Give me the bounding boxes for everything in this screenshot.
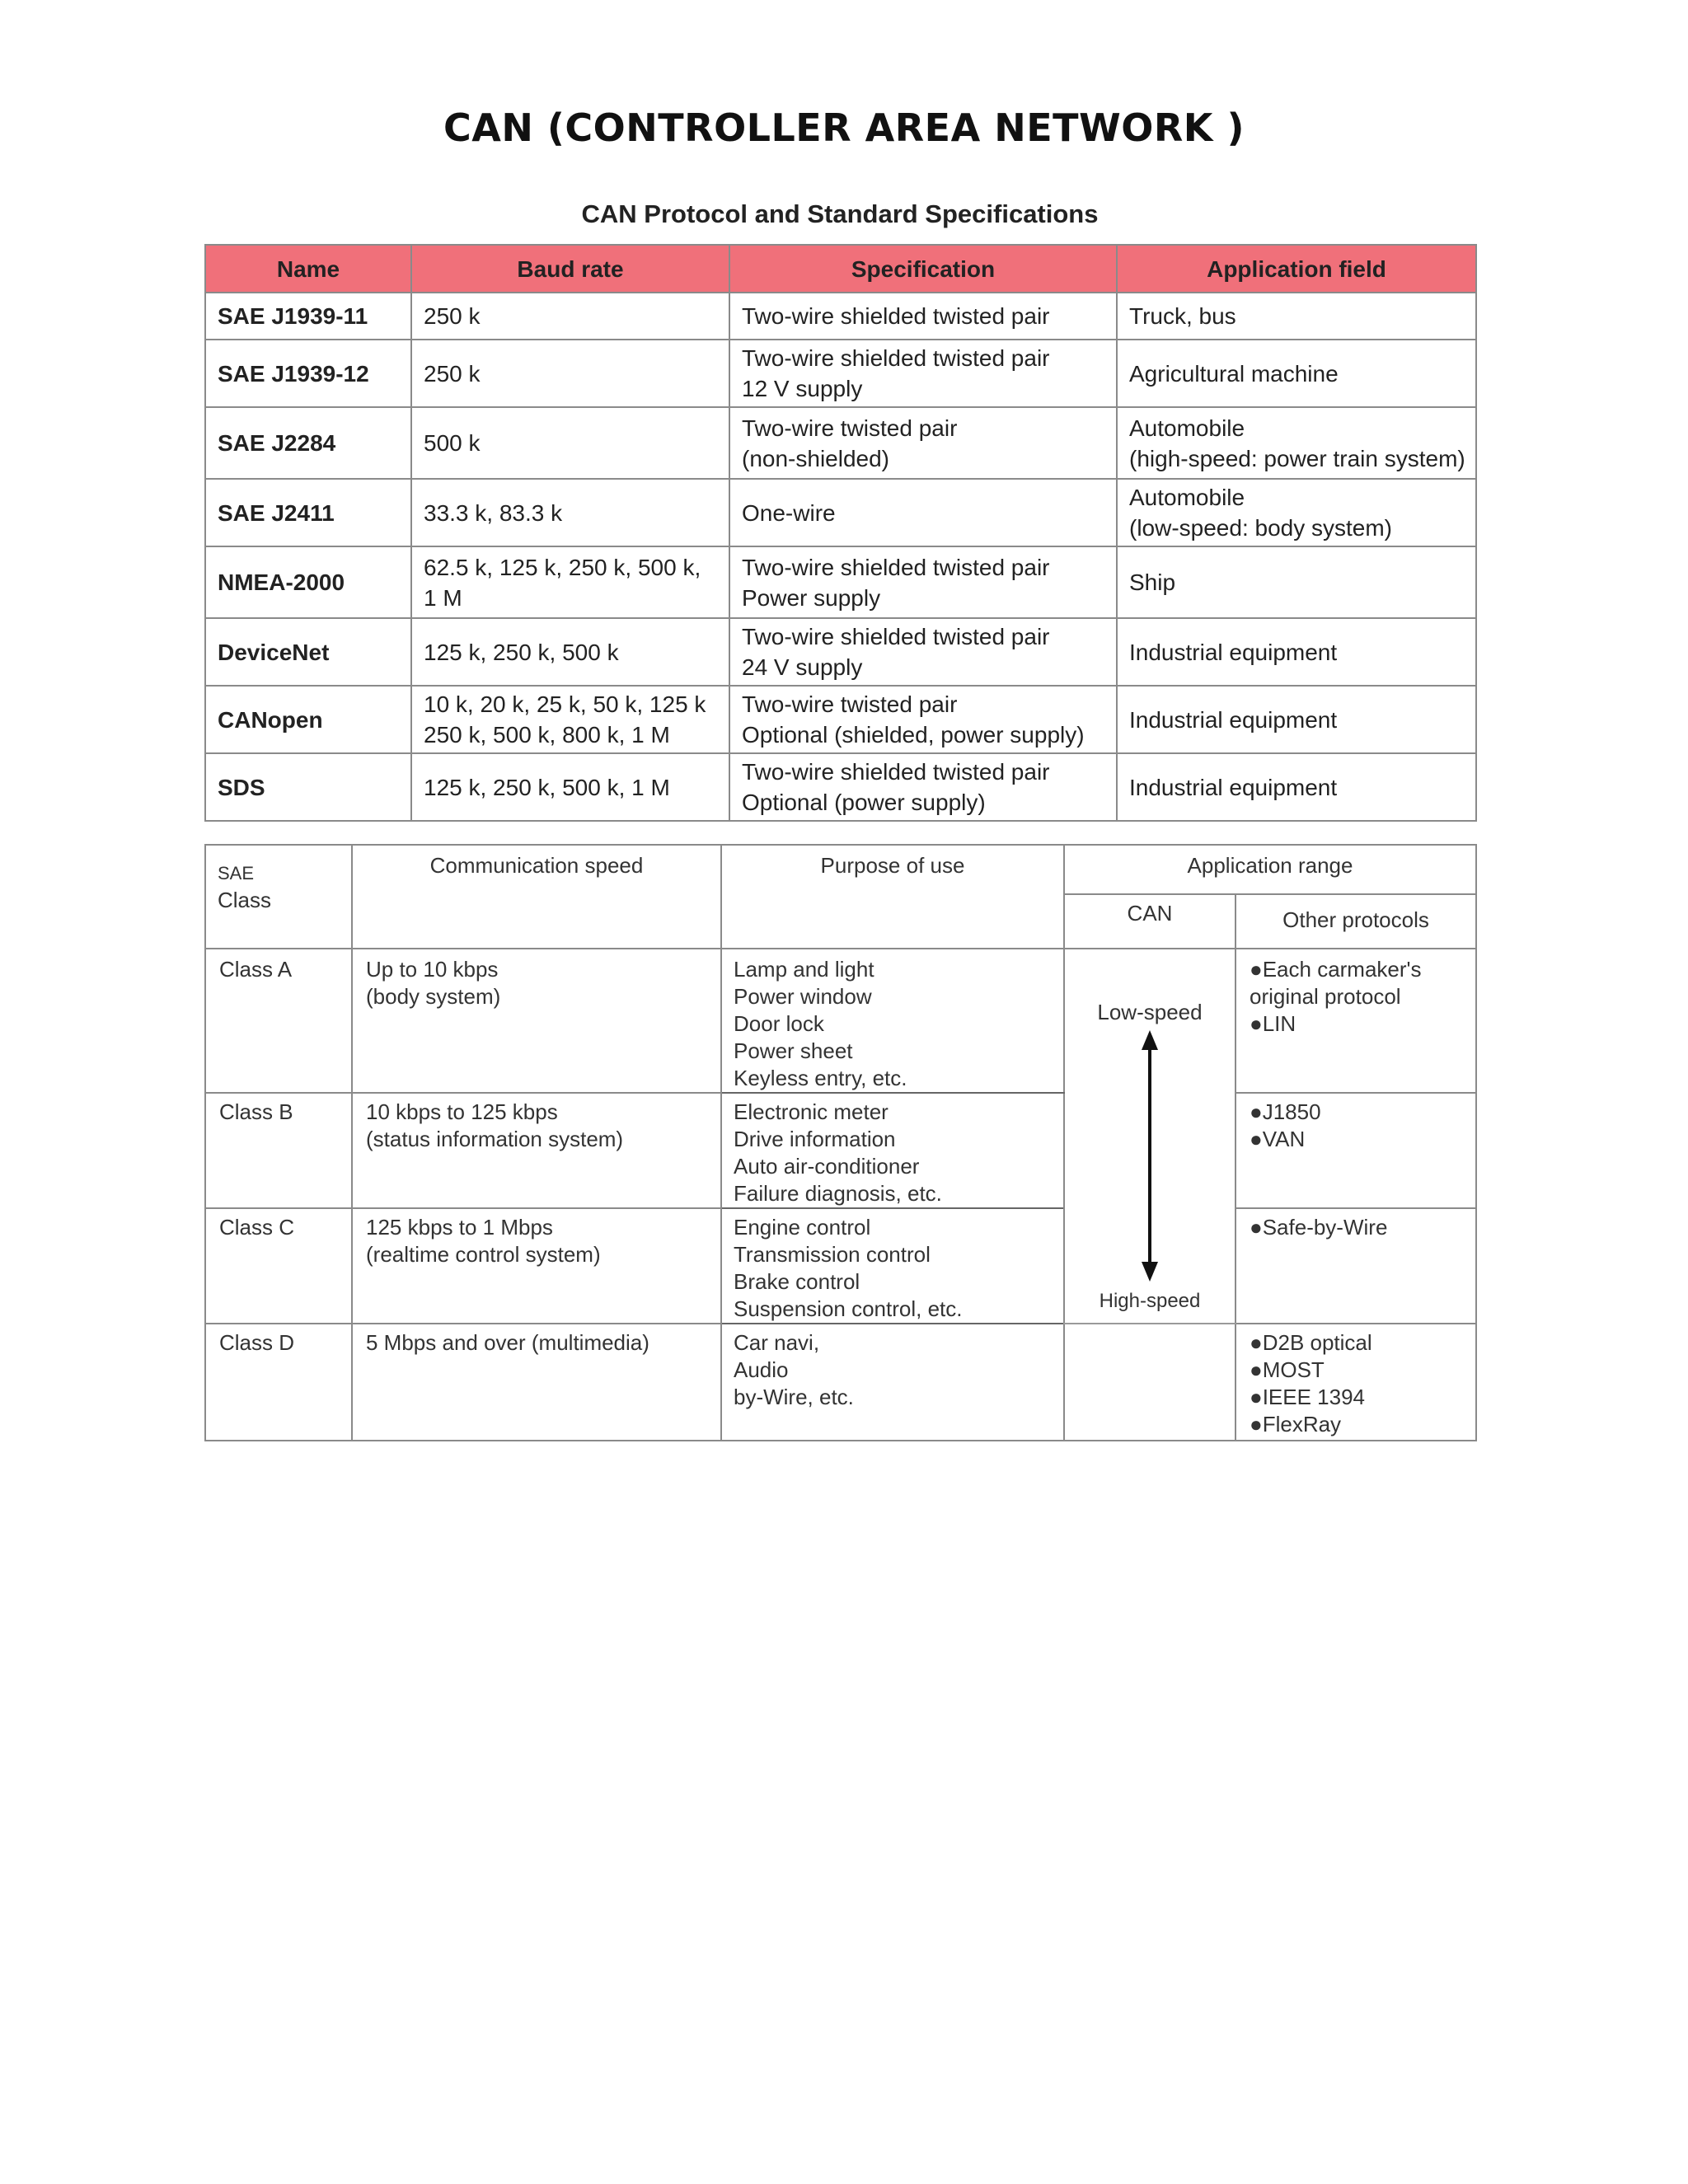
header-purpose-of-use: Purpose of use — [721, 845, 1064, 949]
can-spec-table — [204, 244, 1477, 822]
cell-line: Two-wire shielded twisted pair — [742, 345, 1050, 371]
cell-line: ●IEEE 1394 — [1250, 1385, 1366, 1409]
cell-line: Two-wire shielded twisted pair — [742, 303, 1050, 329]
cell-line: Electronic meter — [734, 1099, 889, 1124]
header-name: Name — [205, 245, 411, 293]
cell-line: 62.5 k, 125 k, 250 k, 500 k, — [424, 554, 701, 580]
cell-line: ●D2B optical — [1250, 1330, 1372, 1355]
header-class-label: Class — [218, 888, 272, 912]
cell-line: 1 M — [424, 584, 462, 611]
cell-purpose-of-use — [721, 949, 1064, 1093]
table-row — [205, 546, 1476, 618]
cell-line: Drive information — [734, 1127, 896, 1151]
cell-application-field — [1117, 753, 1476, 821]
cell-specification — [729, 293, 1117, 340]
cell-line: Two-wire twisted pair — [742, 415, 958, 441]
header-sae-label: SAE — [218, 863, 255, 883]
table-header-row — [205, 245, 1476, 293]
cell-specification — [729, 618, 1117, 686]
cell-line: (low-speed: body system) — [1129, 515, 1393, 541]
cell-line: Failure diagnosis, etc. — [734, 1181, 942, 1206]
cell-line: 24 V supply — [742, 654, 863, 680]
cell-line: (high-speed: power train system) — [1129, 445, 1465, 471]
cell-line: Power supply — [742, 584, 881, 611]
cell-line: Car navi, — [734, 1330, 820, 1355]
cell-line: Industrial equipment — [1129, 774, 1338, 800]
cell-application-field — [1117, 618, 1476, 686]
table-row — [205, 949, 1476, 1093]
cell-line: original protocol — [1250, 984, 1401, 1009]
table-row — [205, 1208, 1476, 1324]
cell-name: CANopen — [205, 686, 411, 753]
cell-line: One-wire — [742, 499, 836, 526]
cell-name: SAE J1939-12 — [205, 340, 411, 407]
cell-other-protocols — [1236, 1324, 1476, 1441]
cell-class: Class D — [205, 1324, 352, 1441]
cell-communication-speed — [352, 949, 721, 1093]
cell-line: ●J1850 — [1250, 1099, 1321, 1124]
table-row — [205, 1324, 1476, 1441]
high-speed-label: High-speed — [1099, 1290, 1201, 1312]
cell-name: SDS — [205, 753, 411, 821]
table-row — [205, 618, 1476, 686]
cell-name: SAE J2411 — [205, 479, 411, 546]
cell-line: ●FlexRay — [1250, 1412, 1342, 1436]
cell-line: (body system) — [366, 984, 501, 1009]
cell-can-empty — [1064, 1324, 1236, 1441]
header-application-range: Application range — [1064, 845, 1476, 894]
cell-can-speed-range — [1064, 949, 1236, 1324]
table-row — [205, 686, 1476, 753]
cell-specification — [729, 340, 1117, 407]
cell-other-protocols — [1236, 1093, 1476, 1208]
cell-baud-rate — [411, 753, 729, 821]
cell-specification — [729, 546, 1117, 618]
cell-line: 10 k, 20 k, 25 k, 50 k, 125 k — [424, 691, 706, 717]
cell-line: 125 kbps to 1 Mbps — [366, 1215, 553, 1240]
cell-baud-rate — [411, 618, 729, 686]
cell-line: 125 k, 250 k, 500 k — [424, 639, 619, 665]
sae-class-table — [204, 844, 1477, 1441]
cell-baud-rate — [411, 479, 729, 546]
double-arrow-icon — [1138, 1030, 1161, 1282]
cell-line: (realtime control system) — [366, 1242, 601, 1267]
header-sae-class — [205, 845, 352, 949]
cell-line: Automobile — [1129, 415, 1245, 441]
cell-line: Door lock — [734, 1011, 824, 1036]
cell-communication-speed — [352, 1208, 721, 1324]
cell-name: SAE J1939-11 — [205, 293, 411, 340]
cell-line: 10 kbps to 125 kbps — [366, 1099, 558, 1124]
cell-name: SAE J2284 — [205, 407, 411, 479]
cell-line: Audio — [734, 1357, 789, 1382]
cell-line: Optional (shielded, power supply) — [742, 722, 1085, 748]
cell-application-field — [1117, 479, 1476, 546]
cell-line: ●LIN — [1250, 1011, 1296, 1036]
table-row — [205, 1093, 1476, 1208]
cell-line: 125 k, 250 k, 500 k, 1 M — [424, 774, 670, 800]
cell-specification — [729, 686, 1117, 753]
cell-baud-rate — [411, 407, 729, 479]
table-row — [205, 407, 1476, 479]
cell-purpose-of-use — [721, 1208, 1064, 1324]
cell-communication-speed — [352, 1324, 721, 1441]
cell-specification — [729, 407, 1117, 479]
cell-line: (non-shielded) — [742, 445, 889, 471]
cell-line: 250 k — [424, 360, 481, 387]
cell-line: ●Each carmaker's — [1250, 957, 1422, 982]
cell-purpose-of-use — [721, 1093, 1064, 1208]
cell-line: Engine control — [734, 1215, 871, 1240]
cell-line: Two-wire shielded twisted pair — [742, 759, 1050, 785]
cell-line: ●VAN — [1250, 1127, 1306, 1151]
cell-line: Up to 10 kbps — [366, 957, 499, 982]
sae-header-row — [205, 845, 1476, 894]
cell-baud-rate — [411, 340, 729, 407]
cell-line: ●MOST — [1250, 1357, 1325, 1382]
cell-line: Agricultural machine — [1129, 360, 1339, 387]
cell-purpose-of-use — [721, 1324, 1064, 1441]
cell-line: Ship — [1129, 569, 1176, 595]
spec-table-caption: CAN Protocol and Standard Specifications — [581, 199, 1099, 228]
header-other-protocols: Other protocols — [1236, 894, 1476, 949]
cell-baud-rate — [411, 546, 729, 618]
cell-other-protocols — [1236, 1208, 1476, 1324]
cell-line: Industrial equipment — [1129, 639, 1338, 665]
table-row — [205, 293, 1476, 340]
cell-line: Suspension control, etc. — [734, 1296, 963, 1321]
table-row — [205, 753, 1476, 821]
cell-line: Auto air-conditioner — [734, 1154, 920, 1179]
cell-line: Brake control — [734, 1269, 860, 1294]
header-application-field: Application field — [1117, 245, 1476, 293]
cell-line: Two-wire shielded twisted pair — [742, 624, 1050, 649]
cell-line: (status information system) — [366, 1127, 624, 1151]
cell-line: Two-wire twisted pair — [742, 691, 958, 717]
cell-line: Industrial equipment — [1129, 706, 1338, 733]
header-specification: Specification — [729, 245, 1117, 293]
cell-line: Automobile — [1129, 485, 1245, 510]
cell-line: 12 V supply — [742, 376, 863, 401]
cell-communication-speed — [352, 1093, 721, 1208]
cell-application-field — [1117, 340, 1476, 407]
low-speed-label: Low-speed — [1097, 1000, 1203, 1024]
cell-class: Class C — [205, 1208, 352, 1324]
header-can: CAN — [1064, 894, 1236, 949]
cell-line: Two-wire shielded twisted pair — [742, 554, 1050, 580]
page-title: CAN (CONTROLLER AREA NETWORK ) — [443, 105, 1245, 150]
cell-line: 250 k — [424, 303, 481, 329]
cell-line: Power sheet — [734, 1038, 853, 1063]
table-row — [205, 340, 1476, 407]
cell-line: by-Wire, etc. — [734, 1385, 854, 1409]
cell-class: Class B — [205, 1093, 352, 1208]
cell-specification — [729, 479, 1117, 546]
table-row — [205, 479, 1476, 546]
cell-line: Transmission control — [734, 1242, 931, 1267]
cell-line: ●Safe-by-Wire — [1250, 1215, 1388, 1240]
cell-line: 33.3 k, 83.3 k — [424, 499, 563, 526]
cell-baud-rate — [411, 293, 729, 340]
cell-baud-rate — [411, 686, 729, 753]
cell-other-protocols — [1236, 949, 1476, 1093]
cell-class: Class A — [205, 949, 352, 1093]
header-communication-speed: Communication speed — [352, 845, 721, 949]
cell-specification — [729, 753, 1117, 821]
cell-line: Optional (power supply) — [742, 790, 986, 815]
cell-application-field — [1117, 546, 1476, 618]
cell-name: DeviceNet — [205, 618, 411, 686]
cell-line: Truck, bus — [1129, 303, 1236, 329]
cell-line: 250 k, 500 k, 800 k, 1 M — [424, 722, 670, 748]
cell-name: NMEA-2000 — [205, 546, 411, 618]
cell-application-field — [1117, 407, 1476, 479]
cell-line: 5 Mbps and over (multimedia) — [366, 1330, 649, 1355]
cell-line: Keyless entry, etc. — [734, 1066, 907, 1090]
cell-line: 500 k — [424, 430, 481, 456]
cell-line: Lamp and light — [734, 957, 874, 982]
header-baud-rate: Baud rate — [411, 245, 729, 293]
cell-application-field — [1117, 293, 1476, 340]
cell-application-field — [1117, 686, 1476, 753]
cell-line: Power window — [734, 984, 872, 1009]
